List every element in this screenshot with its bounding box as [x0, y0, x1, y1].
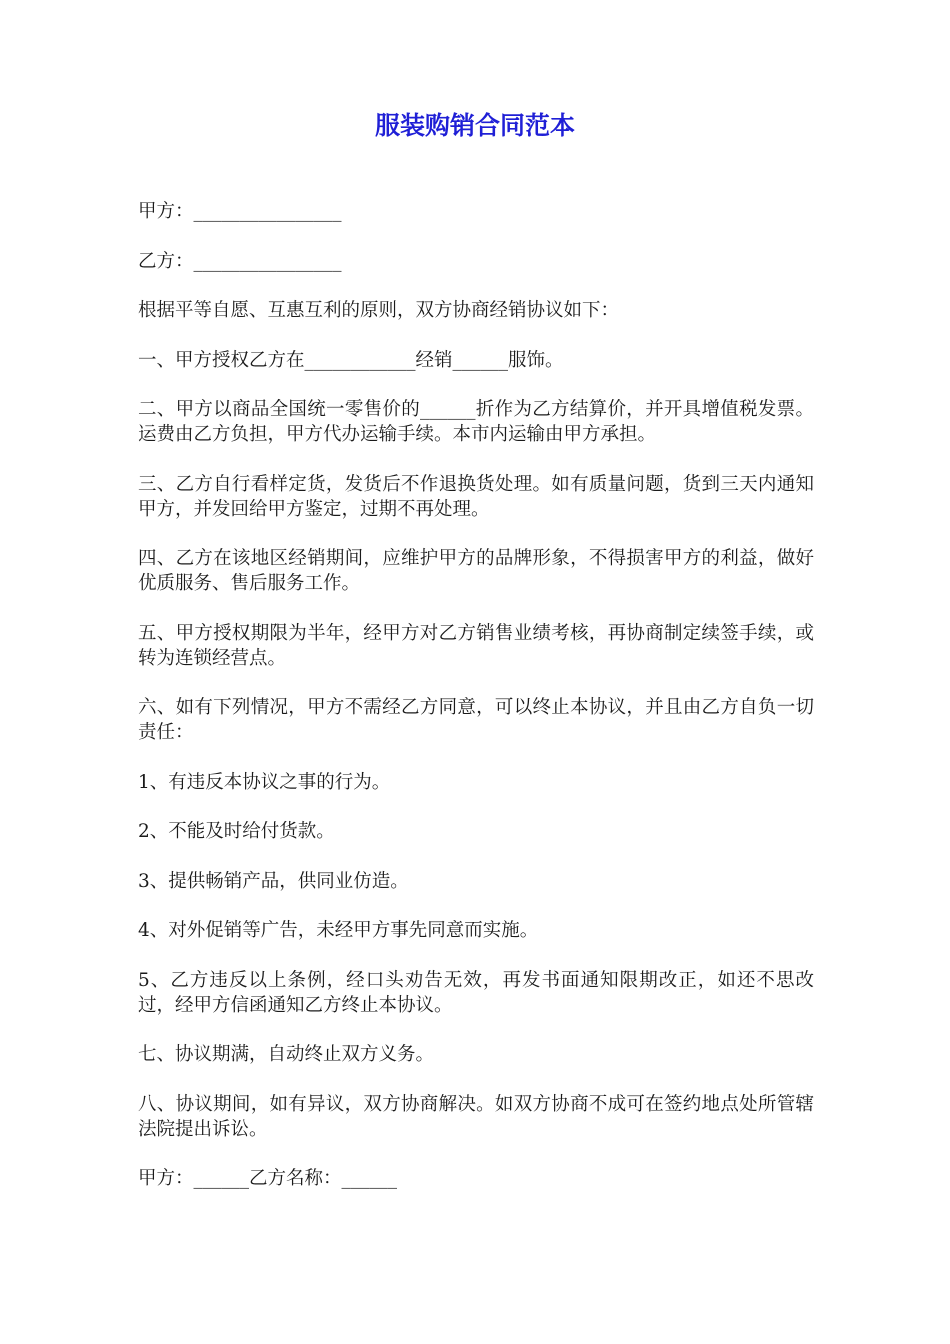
- sub-item-5: 5、乙方违反以上条例，经口头劝告无效，再发书面通知限期改正，如还不思改过，经甲方信函通知乙方终止本协议。: [138, 969, 814, 1016]
- clause-7: 七、协议期满，自动终止双方义务。: [138, 1044, 435, 1065]
- clause-5: 五、甲方授权期限为半年，经甲方对乙方销售业绩考核，再协商制定续签手续，或转为连锁经营点。: [138, 622, 814, 669]
- party-b-line: 乙方：________________: [138, 250, 342, 272]
- clause-6: 六、如有下列情况，甲方不需经乙方同意，可以终止本协议，并且由乙方自负一切责任：: [138, 697, 814, 743]
- party-a-line: 甲方：________________: [138, 201, 342, 222]
- clause-1: 一、甲方授权乙方在____________经销______服饰。: [138, 349, 564, 371]
- sub-item-3: 3、提供畅销产品，供同业仿造。: [138, 870, 409, 892]
- clause-8: 八、协议期间，如有异议，双方协商解决。如双方协商不成可在签约地点处所管辖法院提出诉讼。: [138, 1093, 814, 1140]
- document-body: [138, 199, 814, 1216]
- signature-line: 甲方：______乙方名称：______: [138, 1168, 398, 1189]
- clause-2: 二、甲方以商品全国统一零售价的______折作为乙方结算价，并开具增值税发票。运费由乙方负担，甲方代办运输手续。本市内运输由甲方承担。: [138, 399, 814, 445]
- sub-item-4: 4、对外促销等广告，未经甲方事先同意而实施。: [138, 920, 539, 941]
- clause-4: 四、乙方在该地区经销期间，应维护甲方的品牌形象，不得损害甲方的利益，做好优质服务、售后服务工作。: [138, 548, 814, 594]
- sub-item-1: 1、有违反本协议之事的行为。: [138, 771, 391, 793]
- clause-3: 三、乙方自行看样定货，发货后不作退换货处理。如有质量问题，货到三天内通知甲方，并发回给甲方鉴定，过期不再处理。: [138, 473, 814, 520]
- sub-item-2: 2、不能及时给付货款。: [138, 821, 335, 842]
- intro-paragraph: 根据平等自愿、互惠互利的原则，双方协商经销协议如下：: [138, 300, 620, 321]
- document-title: 服装购销合同范本: [374, 111, 575, 140]
